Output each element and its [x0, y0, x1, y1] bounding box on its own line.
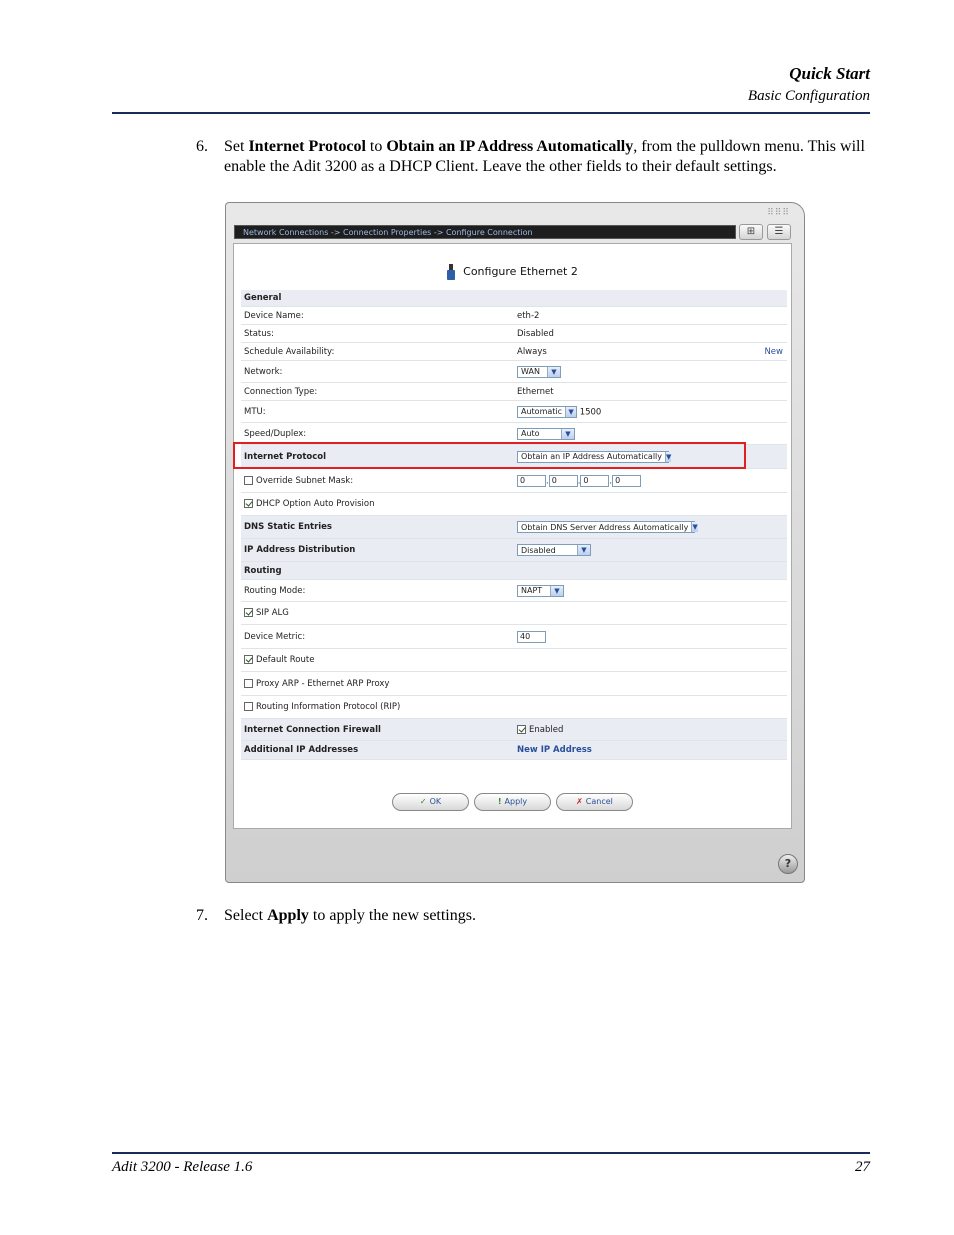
table-row: Override Subnet Mask: 0 . 0 . 0 . 0 [241, 469, 787, 493]
check-icon: ✓ [419, 797, 427, 806]
list-icon[interactable]: ☰ [767, 224, 791, 240]
section-additional-ip: Additional IP Addresses New IP Address [241, 741, 787, 760]
chevron-down-icon: ▼ [547, 367, 560, 377]
network-select[interactable]: WAN ▼ [517, 366, 561, 378]
step-number: 7. [196, 907, 208, 924]
page-number: 27 [855, 1159, 870, 1175]
new-ip-address-link[interactable]: New IP Address [517, 745, 592, 755]
breadcrumb: Network Connections -> Connection Properties -> Configure Connection [234, 225, 736, 239]
table-row: SIP ALG [241, 602, 787, 625]
step-number: 6. [196, 138, 208, 155]
network-map-icon[interactable]: ⊞ [739, 224, 763, 240]
help-icon[interactable]: ? [778, 854, 798, 874]
config-panel [233, 243, 792, 829]
internet-protocol-select[interactable]: Obtain an IP Address Automatically ▼ [517, 451, 669, 463]
section-dns: DNS Static Entries Obtain DNS Server Address Automatically ▼ [241, 516, 787, 539]
routing-mode-select[interactable]: NAPT ▼ [517, 585, 564, 597]
subnet-octet-2[interactable]: 0 [549, 475, 578, 487]
table-row: Device Name: eth-2 [241, 307, 787, 325]
page-title: Configure Ethernet 2 [234, 264, 791, 280]
mtu-value: 1500 [579, 407, 602, 417]
ethernet-plug-icon [447, 264, 455, 280]
table-row: Routing Information Protocol (RIP) [241, 696, 787, 719]
section-ip-distribution: IP Address Distribution Disabled ▼ [241, 539, 787, 562]
step-text: Set Internet Protocol to Obtain an IP Address Automatically, from the pulldown menu. This will enable the Adit 3200 as a DHCP Client. Leave the other fields to their default settings. [224, 138, 865, 175]
subnet-octet-3[interactable]: 0 [580, 475, 609, 487]
table-row: Proxy ARP - Ethernet ARP Proxy [241, 672, 787, 696]
table-row: Status: Disabled [241, 325, 787, 343]
subnet-octet-4[interactable]: 0 [612, 475, 641, 487]
rip-checkbox[interactable] [244, 702, 253, 711]
table-row: Network: WAN ▼ [241, 361, 787, 383]
exclamation-icon: ! [497, 797, 502, 806]
chevron-down-icon: ▼ [577, 545, 590, 555]
proxy-arp-checkbox[interactable] [244, 679, 253, 688]
subnet-octet-1[interactable]: 0 [517, 475, 546, 487]
footer-rule [112, 1152, 870, 1154]
table-row: Speed/Duplex: Auto ▼ [241, 423, 787, 445]
section-routing: Routing [241, 562, 787, 580]
mtu-mode-select[interactable]: Automatic ▼ [517, 406, 577, 418]
dns-select[interactable]: Obtain DNS Server Address Automatically ▼ [517, 521, 695, 533]
table-row: MTU: Automatic ▼ 1500 [241, 401, 787, 423]
chevron-down-icon: ▼ [692, 523, 698, 531]
speed-duplex-select[interactable]: Auto ▼ [517, 428, 575, 440]
section-firewall: Internet Connection Firewall Enabled [241, 719, 787, 741]
header-subtitle: Basic Configuration [747, 88, 870, 104]
chevron-down-icon: ▼ [565, 407, 576, 417]
device-name-value: eth-2 [517, 310, 540, 321]
override-subnet-checkbox[interactable] [244, 476, 253, 485]
header-rule [112, 112, 870, 114]
table-row: Default Route [241, 649, 787, 672]
schedule-value: Always [517, 346, 547, 357]
cancel-button[interactable]: ✗ Cancel [556, 793, 633, 811]
ip-distribution-select[interactable]: Disabled ▼ [517, 544, 591, 556]
chevron-down-icon: ▼ [666, 452, 672, 461]
default-route-checkbox[interactable] [244, 655, 253, 664]
chevron-down-icon: ▼ [561, 429, 574, 439]
section-general: General [241, 290, 787, 307]
dhcp-option-checkbox[interactable] [244, 499, 253, 508]
device-metric-input[interactable]: 40 [517, 631, 546, 643]
table-row: DHCP Option Auto Provision [241, 493, 787, 516]
highlight-box [233, 442, 746, 469]
sip-alg-checkbox[interactable] [244, 608, 253, 617]
step-text: Select Apply to apply the new settings. [224, 907, 476, 924]
ok-button[interactable]: ✓ OK [392, 793, 469, 811]
table-row: Routing Mode: NAPT ▼ [241, 580, 787, 602]
grip-icon: ⠿⠿⠿ [767, 208, 790, 218]
table-row: Schedule Availability: Always New [241, 343, 787, 361]
settings-table [241, 290, 787, 760]
apply-button[interactable]: ! Apply [474, 793, 551, 811]
screenshot-window [225, 202, 805, 883]
status-value: Disabled [517, 328, 554, 339]
table-row: Connection Type: Ethernet [241, 383, 787, 401]
section-internet-protocol: Internet Protocol Obtain an IP Address Automatically ▼ [241, 445, 787, 469]
x-icon: ✗ [576, 797, 583, 806]
header-title: Quick Start [789, 64, 870, 83]
table-row: Device Metric: 40 [241, 625, 787, 649]
schedule-new-link[interactable]: New [764, 346, 783, 357]
firewall-checkbox[interactable] [517, 725, 526, 734]
connection-type-value: Ethernet [517, 386, 554, 397]
footer-left: Adit 3200 - Release 1.6 [112, 1159, 253, 1175]
chevron-down-icon: ▼ [550, 586, 563, 596]
